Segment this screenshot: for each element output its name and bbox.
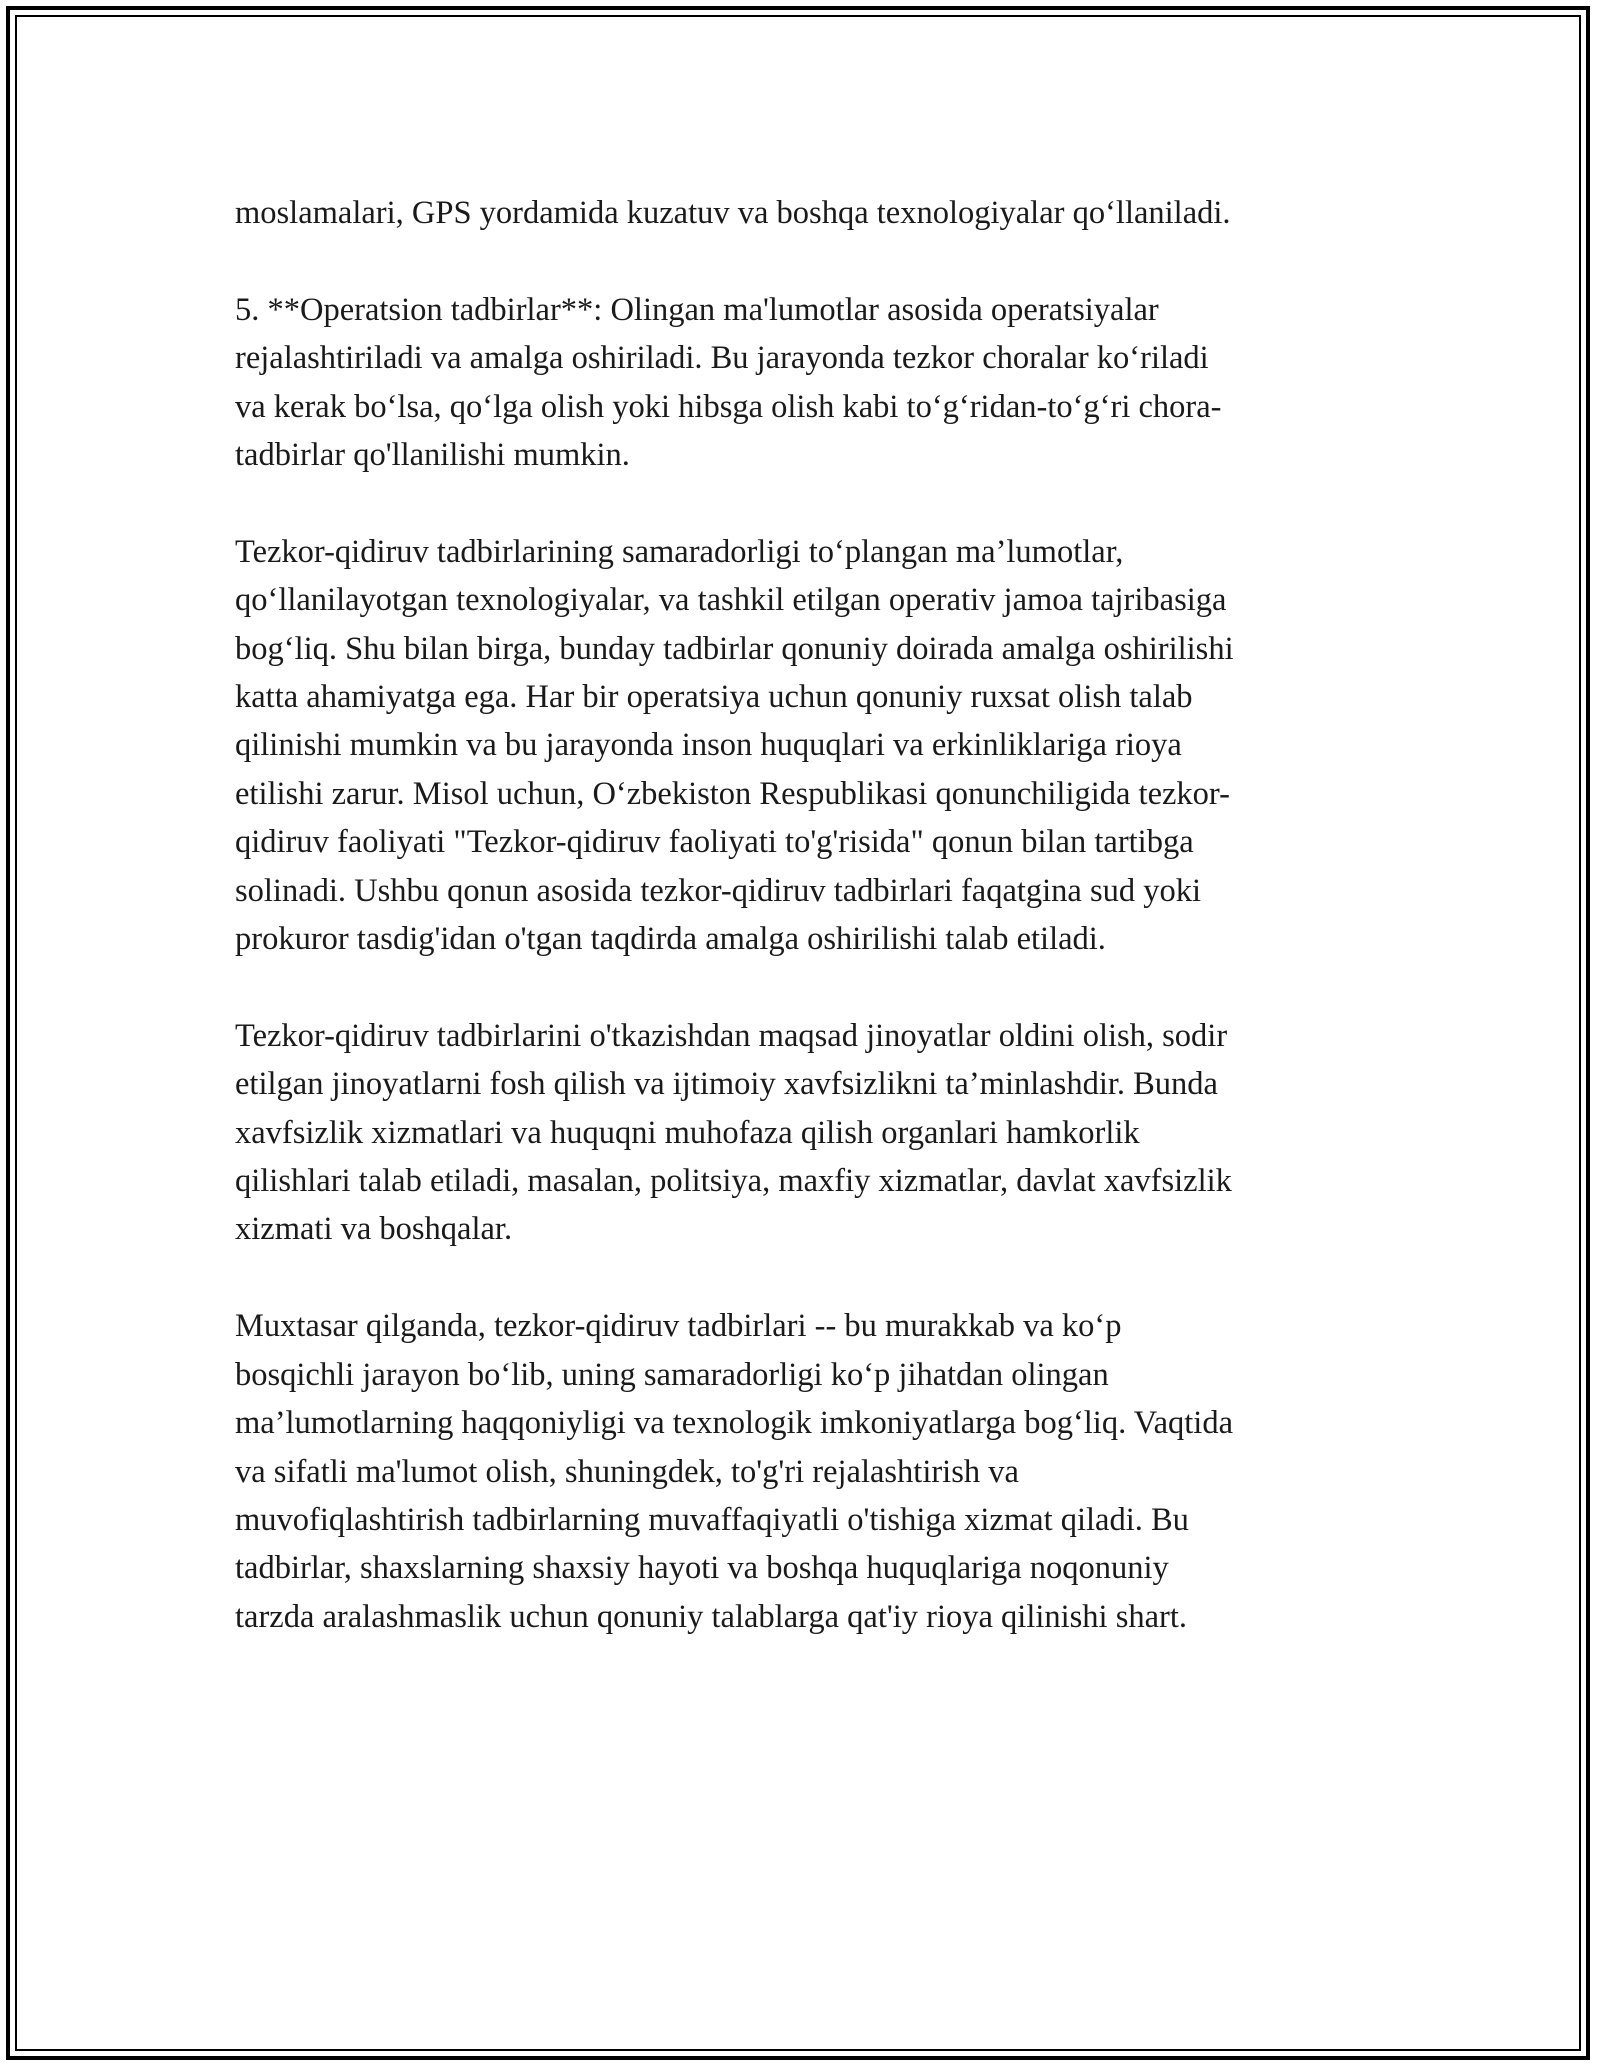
paragraph-effectiveness: Tezkor-qidiruv tadbirlarining samaradorligi to‘plangan ma’lumotlar, qo‘llanilayotgan texnologiyalar, va tashkil etilgan operativ jamoa tajribasiga bog‘liq. Shu bilan birga, bunday tadbirlar qonuniy doirada amalga oshirilishi katta ahamiyatga ega. Har bir operatsiya uchun qonuniy ruxsat olish talab qilinishi mumkin va bu jarayonda inson huquqlari va erkinliklariga rioya etilishi zarur. Misol uchun, O‘zbekiston Respublikasi qonunchiligida tezkor- qidiruv faoliyati "Tezkor-qidiruv faoliyati to'g'risida" qonun bilan tartibga solinadi. Ushbu qonun asosida tezkor-qidiruv tadbirlari faqatgina sud yoki prokuror tasdig'idan o'tgan taqdirda amalga oshirilishi talab etiladi.: [235, 533, 1234, 958]
paragraph-purpose: Tezkor-qidiruv tadbirlarini o'tkazishdan maqsad jinoyatlar oldini olish, sodir etilgan jinoyatlarni fosh qilish va ijtimoiy xavfsizlikni ta’minlashdir. Bunda xavfsizlik xizmatlari va huquqni muhofaza qilish organlari hamkorlik qilishlari talab etiladi, masalan, politsiya, maxfiy xizmatlar, davlat xavfsizlik xizmati va boshqalar.: [235, 1017, 1232, 1248]
paragraph-conclusion: Muxtasar qilganda, tezkor-qidiruv tadbirlari -- bu murakkab va ko‘p bosqichli jarayon bo‘lib, uning samaradorligi ko‘p jihatdan olingan ma’lumotlarning haqqoniyligi va texnologik imkoniyatlarga bog‘liq. Vaqtida va sifatli ma'lumot olish, shuningdek, to'g'ri rejalashtirish va muvofiqlashtirish tadbirlarning muvaffaqiyatli o'tishiga xizmat qiladi. Bu tadbirlar, shaxslarning shaxsiy hayoti va boshqa huquqlariga noqonuniy tarzda aralashmaslik uchun qonuniy talablarga qat'iy rioya qilinishi shart.: [235, 1308, 1234, 1635]
paragraph-operational-measures: 5. **Operatsion tadbirlar**: Olingan ma'lumotlar asosida operatsiyalar rejalashtiriladi va amalga oshiriladi. Bu jarayonda tezkor choralar ko‘riladi va kerak bo‘lsa, qo‘lga olish yoki hibsga olish kabi to‘g‘ridan-to‘g‘ri chora- tadbirlar qo'llanilishi mumkin.: [235, 291, 1222, 474]
paragraph-continuation: moslamalari, GPS yordamida kuzatuv va boshqa texnologiyalar qo‘llaniladi.: [235, 195, 1231, 231]
document-body: [235, 189, 1385, 1690]
